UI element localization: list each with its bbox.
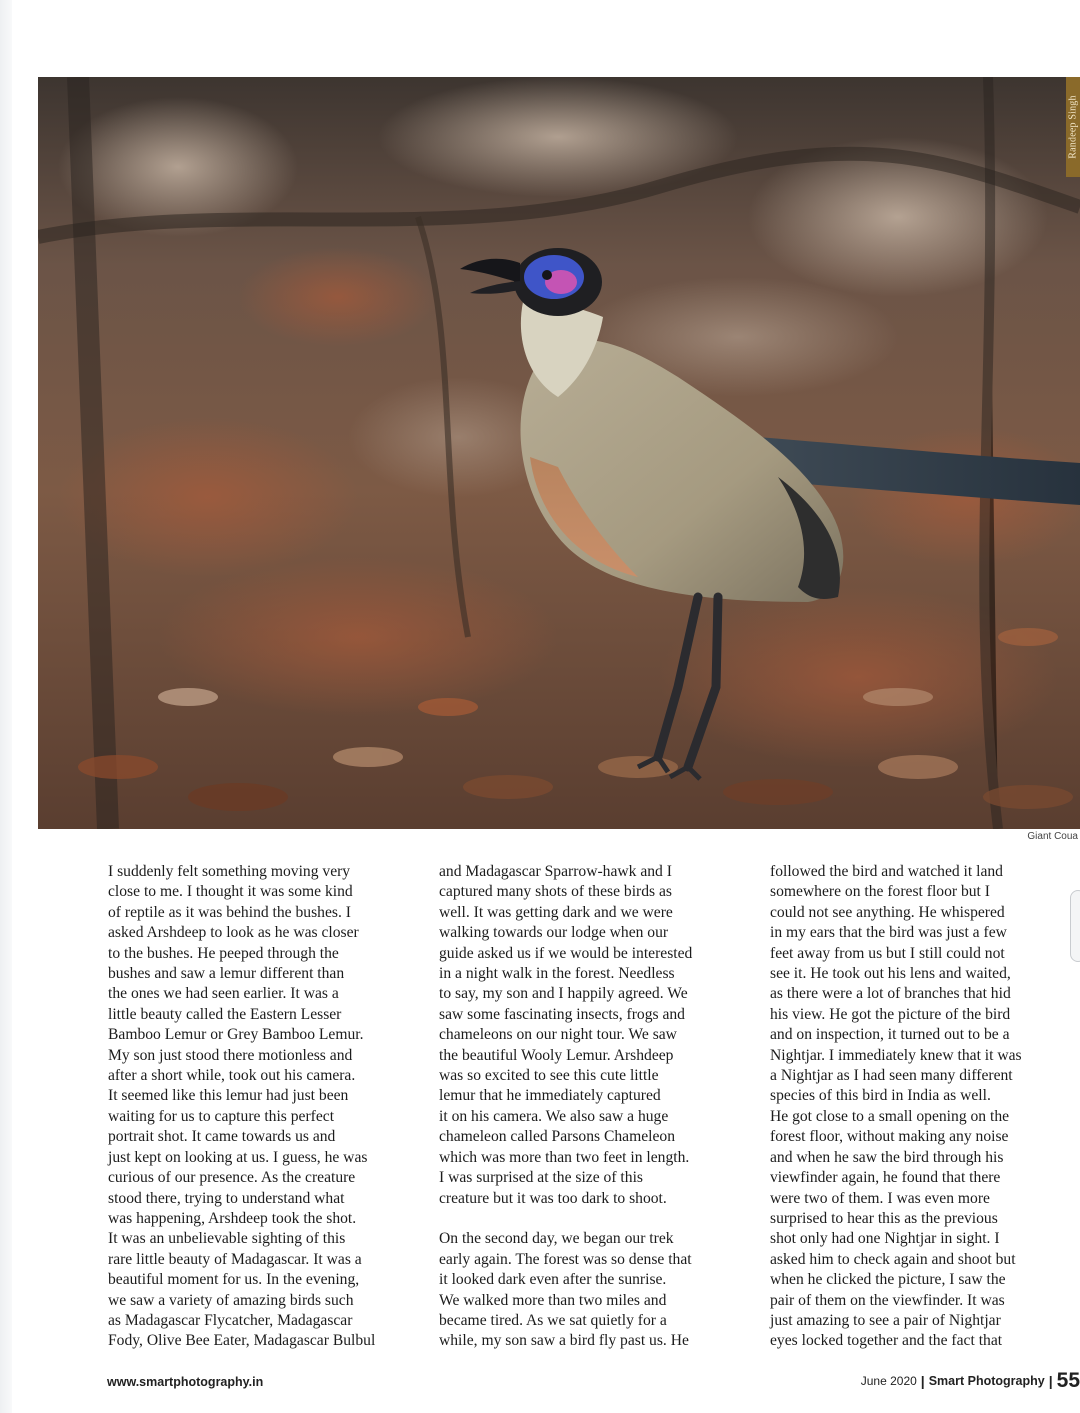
article-line: curious of our presence. As the creature xyxy=(108,1169,356,1187)
article-column-3 xyxy=(770,862,1080,1352)
article-line: I was surprised at the size of this xyxy=(439,1169,643,1187)
article-line: surprised to hear this as the previous xyxy=(770,1209,998,1227)
article-line: eyes locked together and the fact that xyxy=(770,1332,1003,1350)
article-line: of reptile as it was behind the bushes. I xyxy=(108,903,351,921)
article-line: chameleons on our night tour. We saw xyxy=(439,1026,677,1044)
article-line: creature but it was too dark to shoot. xyxy=(439,1189,667,1207)
article-line: saw some fascinating insects, frogs and xyxy=(439,1005,685,1023)
article-line: in a night walk in the forest. Needless xyxy=(439,965,675,983)
article-line: On the second day, we began our trek xyxy=(439,1230,674,1248)
article-column-1 xyxy=(108,862,424,1352)
article-line: and when he saw the bird through his xyxy=(770,1148,1004,1166)
article-line: it looked dark even after the sunrise. xyxy=(439,1271,667,1289)
article-line: to the bushes. He peeped through the xyxy=(108,944,339,962)
article-line: portrait shot. It came towards us and xyxy=(108,1128,336,1146)
article-line: became tired. As we sat quietly for a xyxy=(439,1311,667,1329)
article-line: walking towards our lodge when our xyxy=(439,924,669,942)
article-line: It seemed like this lemur had just been xyxy=(108,1087,349,1105)
article-line: shot only had one Nightjar in sight. I xyxy=(770,1230,1000,1248)
article-line: asked him to check again and shoot but xyxy=(770,1250,1016,1268)
article-line: waiting for us to capture this perfect xyxy=(108,1107,335,1125)
article-line: could not see anything. He whispered xyxy=(770,903,1005,921)
article-line: bushes and saw a lemur different than xyxy=(108,965,345,983)
article-line: early again. The forest was so dense that xyxy=(439,1250,692,1268)
photo-credit xyxy=(1066,77,1080,177)
article-line: it on his camera. We also saw a huge xyxy=(439,1107,669,1125)
footer-page-number: 55 xyxy=(1056,1369,1080,1392)
article-line: see it. He took out his lens and waited, xyxy=(770,965,1011,983)
article-line: It was an unbelievable sighting of this xyxy=(108,1230,346,1248)
article-line: rare little beauty of Madagascar. It was a xyxy=(108,1250,362,1268)
article-line: beautiful moment for us. In the evening, xyxy=(108,1271,360,1289)
article-line: feet away from us but I still could not xyxy=(770,944,1005,962)
article-line: lemur that he immediately captured xyxy=(439,1087,661,1105)
footer-magazine-name: Smart Photography xyxy=(928,1374,1045,1388)
article-line: little beauty called the Eastern Lesser xyxy=(108,1005,342,1023)
article-line: after a short while, took out his camera. xyxy=(108,1067,356,1085)
article-line: Fody, Olive Bee Eater, Madagascar Bulbul xyxy=(108,1332,376,1350)
article-line: as there were a lot of branches that hid xyxy=(770,985,1011,1003)
article-line: which was more than two feet in length. xyxy=(439,1148,690,1166)
footer-separator: | xyxy=(1048,1373,1053,1389)
article-line: a Nightjar as I had seen many different xyxy=(770,1067,1013,1085)
article-line: just amazing to see a pair of Nightjar xyxy=(770,1311,1001,1329)
article-line: pair of them on the viewfinder. It was xyxy=(770,1291,1005,1309)
footer-folio xyxy=(861,1368,1080,1394)
article-line: and on inspection, it turned out to be a xyxy=(770,1026,1010,1044)
article-line: I suddenly felt something moving very xyxy=(108,863,351,880)
page-edge-shadow xyxy=(0,0,12,1413)
article-line: guide asked us if we would be interested xyxy=(439,944,693,962)
footer-website: www.smartphotography.in xyxy=(107,1375,264,1389)
article-line: well. It was getting dark and we were xyxy=(439,903,673,921)
article-line: stood there, trying to understand what xyxy=(108,1189,345,1207)
article-line: My son just stood there motionless and xyxy=(108,1046,353,1064)
article-line: when he clicked the picture, I saw the xyxy=(770,1271,1006,1289)
article-line: as Madagascar Flycatcher, Madagascar xyxy=(108,1311,353,1329)
article-line: the beautiful Wooly Lemur. Arshdeep xyxy=(439,1046,674,1064)
article-line: was so excited to see this cute little xyxy=(439,1067,659,1085)
giant-coua-photo xyxy=(38,77,1080,829)
article-line: species of this bird in India as well. xyxy=(770,1087,991,1105)
article-line: forest floor, without making any noise xyxy=(770,1128,1009,1146)
article-line: Bamboo Lemur or Grey Bamboo Lemur. xyxy=(108,1026,364,1044)
article-line: captured many shots of these birds as xyxy=(439,883,672,901)
article-line: while, my son saw a bird fly past us. He xyxy=(439,1332,689,1350)
article-line: just kept on looking at us. I guess, he was xyxy=(108,1148,368,1166)
article-line: viewfinder again, he found that there xyxy=(770,1169,1001,1187)
photo-credit-text: Randeep Singh xyxy=(1067,95,1079,159)
article-line: asked Arshdeep to look as he was closer xyxy=(108,924,359,942)
article-line: in my ears that the bird was just a few xyxy=(770,924,1007,942)
article-line: He got close to a small opening on the xyxy=(770,1107,1010,1125)
article-line xyxy=(439,1209,755,1229)
footer-separator: | xyxy=(920,1373,925,1389)
side-scroll-handle[interactable] xyxy=(1070,890,1080,962)
article-line: We walked more than two miles and xyxy=(439,1291,667,1309)
article-column-2 xyxy=(439,862,755,1352)
article-line: close to me. I thought it was some kind xyxy=(108,883,353,901)
article-line: chameleon called Parsons Chameleon xyxy=(439,1128,675,1146)
photo-caption: Giant Coua xyxy=(1027,831,1078,842)
article-line: Nightjar. I immediately knew that it was xyxy=(770,1046,1022,1064)
article-line: we saw a variety of amazing birds such xyxy=(108,1291,354,1309)
footer-issue-date: June 2020 xyxy=(860,1374,917,1388)
article-line: followed the bird and watched it land xyxy=(770,863,1003,880)
article-line: and Madagascar Sparrow-hawk and I xyxy=(439,863,672,880)
article-line: to say, my son and I happily agreed. We xyxy=(439,985,688,1003)
article-line: the ones we had seen earlier. It was a xyxy=(108,985,339,1003)
article-line: were two of them. I was even more xyxy=(770,1189,990,1207)
article-line: was happening, Arshdeep took the shot. xyxy=(108,1209,357,1227)
article-line: somewhere on the forest floor but I xyxy=(770,883,990,901)
article-line: his view. He got the picture of the bird xyxy=(770,1005,1011,1023)
